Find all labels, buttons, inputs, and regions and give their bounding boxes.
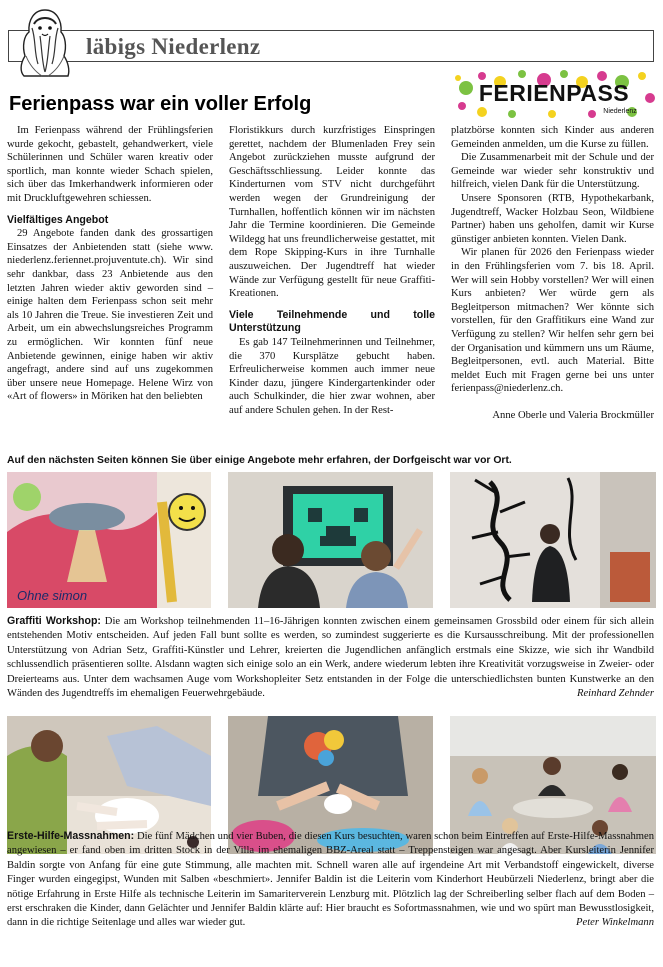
subheading: Vielfältiges Angebot <box>7 213 109 226</box>
caption-label: Graffiti Workshop: <box>7 615 101 627</box>
paragraph: 29 Angebote fanden dank des grossartigen Einsatzes der Anbietenden statt (siehe www. niederlenz.feriennet.projuventute.ch). Wir sind sehr dankbar, dass 23 Anbietende aus den letzten Jahren wieder aktiv geworden sind – einige halten dem Ferienpass schon seit mehr als 10 Jahren die Treue. Sie investieren Zeit und Arbeit, um ein abwechslungsreiches Programm zu ermöglichen. Wir konnten fünf neue Anbietende gewinnen, einige haben wir aktiv angefragt, andere sind auf uns zugekommen über unsere neue Homepage. Helene Wirz von «Art of flowers» in Möriken hat den beliebten <box>7 228 213 403</box>
graffiti-photo-3 <box>450 472 656 608</box>
dorfgeischt-mascot-icon <box>12 6 78 78</box>
caption-text: Die fünf Mädchen und vier Buben, die diesen Kurs besuchten, waren schon beim Eintreffen auf Erste-Hilfe-Massnahmen angewiesen – er fand oben im dritten Stock in der Villa im ehemaligen BBZ-Areal statt – Treppensteigen war angesagt. Aber Kursleiterin Jennifer Baldin sorgte von Anfang für eine gute Stimmung, alle machten mit. Schnell waren alle auf irgendeine Art mit Verbandstoff eingewickelt, diverse Finger wurden eingegipst, Wunden mit Salben «beschmiert». Jennifer Baldin ist die Leiterin vom Kinderhort Heubürzeli Niederlenz, bringt aber die nötige Erfahrung in Erste Hilfe als technische Leiterin im Samariterverein Lenzburg mit. Plötzlich lag der Schreiberling selber flach auf dem Boden – erst erschraken die Kinder, dann Gelächter und Jennifer Baldin klärte auf: Hier braucht es Sofortmassnahmen, wie und wo spürt man Bewusstlosigkeit, dann in die richtige Seitenlage und alles war wieder gut. <box>7 831 654 929</box>
paragraph: Wir planen für 2026 den Ferienpass wieder in den Frühlingsferien vom 7. bis 18. April. Wer will sein Hobby vorstellen? Wer will einen Kurs anbieten? Wer würde gern als Begleitperson mitmachen? Wer könnte sich vorstellen, für den Graffitikurs eine Wand zur Verfügung zu stellen? Wir helfen sehr gern bei der Organisation und kümmern uns um Räume, Begleitpersonen, evtl. auch Material. Bitte meldet Euch mit Fragen gerne bei uns unter ferienpass@niederlenz.ch. <box>451 247 654 395</box>
caption-text: Die am Workshop teilnehmenden 11–16-Jährigen konnten zwischen einem gemeinsamen Grossbild oder einem für sich allein entstehenden Motiv entscheiden. Auf jeden Fall bunt sollte es werden, so zumindest suggerierte es die Kursausschreibung. Mit der professionellen Unterstützung von Adrian Setz, Graffiti-Künstler und Lehrer, kreierten die Jugendlichen anfänglich erstmals eine Skizze, wie sich ihr Wandbild schlussendlich präsentieren sollte. Alsdann wagten sich einige solo an ein Werk, andere wiederum lebten ihre Kreativität vorzugsweise in Zweier- oder Dreierteams aus. Unter dem wachsamen Auge vom Workshopleiter Setz entstanden in der Folge die unterschiedlichsten bunten Kunstwerke an den Wänden des Jugendtreffs im ehemaligen Feuerwehrgebäude. <box>7 616 655 700</box>
graffiti-photo-1 <box>7 472 211 608</box>
ferienpass-logo <box>452 68 656 120</box>
article-headline: Ferienpass war ein voller Erfolg <box>9 93 312 115</box>
authors: Anne Oberle und Valeria Brockmüller <box>492 409 654 421</box>
caption-label: Erste-Hilfe-Massnahmen: <box>7 830 135 842</box>
article-column-2 <box>229 124 435 417</box>
section-banner: Auf den nächsten Seiten können Sie über einige Angebote mehr erfahren, der Dorfgeischt war vor Ort. <box>7 455 512 466</box>
article-column-3 <box>451 124 654 422</box>
page-title: läbigs Niederlenz <box>86 34 261 59</box>
paragraph: Im Ferienpass während der Frühlingsferien wurde gekocht, gebastelt, gehandwerkert, viele Schülerinnen und Schüler waren kreativ oder sportlich, man konnte wieder Schach spielen, sich über das Imkerhandwerk informieren oder mit Druckluftgewehren schiessen. <box>7 125 213 204</box>
paragraph: platzbörse konnten sich Kinder aus anderen Gemeinden anmelden, um die Kurse zu füllen. <box>451 125 654 150</box>
firstaid-caption <box>7 829 654 931</box>
logo-subtitle: Niederlenz <box>603 108 637 115</box>
logo-word: FERIENPASS <box>478 80 630 106</box>
graffiti-photo-2 <box>228 472 433 608</box>
paragraph: Die Zusammenarbeit mit der Schule und der Gemeinde war wieder sehr konstruktiv und hilfreich, vielen Dank für die Unterstützung. <box>451 152 654 191</box>
graffiti-caption <box>7 614 654 701</box>
article-column-1 <box>7 124 213 404</box>
wall-text: Ohne simon <box>17 588 88 603</box>
paragraph: Es gab 147 Teilnehmerinnen und Teilnehmer, die 370 Kursplätze gebucht haben. Erfreulicherweise kommen auch immer neue Kinder dazu, jüngere Kindergartenkinder oder auch Schulkinder, die hier zwar wohnen, aber auf andere Schulen gehen. In der Rest- <box>229 336 435 416</box>
paragraph: Floristikkurs durch kurzfristiges Einspringen gerettet, nachdem der Blumenladen Frey sein Angebot zurückziehen musste aufgrund der Geschäftsschliessung. Leider konnte das Kinderturnen vom STV nicht durchgeführt werden wegen der Grundreinigung der Turnhallen, hoffentlich können wir im nächsten Jahr die Termine koordinieren. Die Gemeinde Wildegg hat uns freundlicherweise gestattet, mit dem Rope Skipping-Kurs in ihre Turnhalle auszuweichen. Der Jugendtreff hat wieder Wände zur Verfügung gestellt für neue Graffiti-Kreationen. <box>229 125 435 300</box>
photo-credit: Reinhard Zehnder <box>577 688 654 700</box>
paragraph: Unsere Sponsoren (RTB, Hypothekarbank, Jugendtreff, Wacker Holzbau Seon, Wildbiene Partner) haben uns geholfen, damit wir Kurse günstiger anbieten konnten. Vielen Dank. <box>451 192 654 245</box>
subheading: Viele Teilnehmende und tolle Unterstützung <box>229 308 435 335</box>
photo-credit: Peter Winkelmann <box>576 917 654 929</box>
